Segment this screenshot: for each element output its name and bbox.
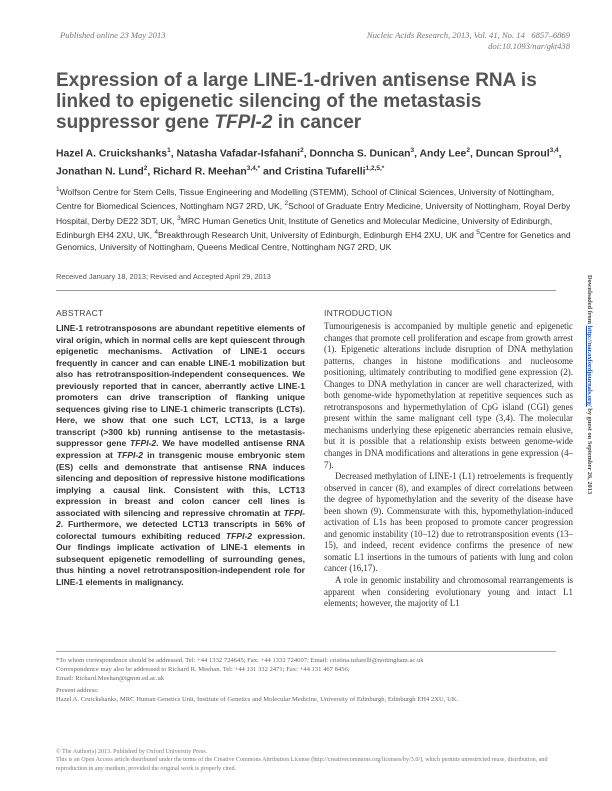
abstract-part: . Furthermore, we detected LCT13 transcripts in 56% of colorectal tumours exhibiting reduced	[56, 519, 305, 541]
affiliation-marker: 2	[284, 200, 289, 208]
download-watermark	[587, 275, 599, 591]
present-address-label: Present address:	[56, 687, 99, 695]
affiliation-marker: 3	[177, 214, 181, 222]
affiliation-text: MRC Human Genetics Unit, Institute of Genetics and Molecular Medicine, University of Edinburgh, Edinburgh EH4 2XU, UK,	[56, 215, 553, 241]
author-name: Hazel A. Cruickshanks	[56, 148, 168, 160]
header-divider	[56, 290, 556, 291]
abstract-gene: TFPI-2	[56, 507, 305, 530]
affiliation-marker: 5	[476, 229, 480, 237]
copyright-notice	[56, 748, 556, 773]
abstract-gene: TFPI-2	[130, 438, 157, 449]
author-name: Duncan Sproul	[475, 148, 550, 160]
abstract-part: in transgenic mouse embryonic stem (ES) cells and demonstrate that antisense RNA induces silencing and deposition of repressive histone modifications implying a causal link. Consistent with this, LCT13 expression in breast and colon cancer cell lines is associated with silencing and repressive chromatin at	[56, 450, 305, 518]
abstract-text	[56, 323, 305, 589]
affiliation-marker: 1	[56, 186, 60, 193]
intro-paragraph: Tumourigenesis is accompanied by multiple genetic and epigenetic changes that promote cell proliferation and escape from growth arrest (1). Epigenetic alterations include disruption of DNA methylation patterns, changes in histone modifications and nucleosome positioning, ultimately contributing to modified gene expression (2). Changes to DNA methylation in cancer are well characterized, with both genome-wide hypomethylation at repetitive sequences such as retrotransposons and hypermethylation of CpG island (CGI) genes present within the same malignant cell type (3,4). The molecular mechanisms underlying these epigenetic aberrancies remain elusive, but it is possible that a relationship exists between genome-wide changes in DNA modifications and alterations in gene expression (4–7).	[324, 321, 573, 470]
download-prefix: Downloaded from	[586, 275, 593, 326]
introduction-text	[324, 321, 573, 610]
author-separator: ,	[303, 148, 310, 160]
received-dates: Received January 18, 2013; Revised and Accepted April 29, 2013	[56, 272, 271, 281]
abstract-gene: TFPI-2	[225, 530, 253, 541]
abstract-heading: ABSTRACT	[56, 308, 104, 318]
article-title	[56, 70, 556, 133]
abstract-part: . We have modelled antisense RNA expression at	[56, 438, 306, 461]
author-affiliation-marker: 2	[466, 147, 470, 154]
intro-paragraph: A role in genomic instability and chromosomal rearrangements is apparent when considering evolutionary young and intact L1 elements; however, the majority of L1	[324, 575, 573, 609]
copyright-line: © The Author(s) 2013. Published by Oxford University Press.	[56, 749, 208, 755]
published-date: Published online 23 May 2013	[60, 30, 166, 40]
author-affiliation-marker: 1	[167, 147, 171, 154]
page-range: 6857–6869	[531, 30, 570, 40]
author-affiliation-marker: 3	[410, 147, 415, 154]
correspondence-note-secondary: Correspondence may also be addressed to Richard R. Meehan. Tel: +44 131 332 2471; Fax: +44 131 467 8456;	[56, 666, 350, 674]
abstract-gene: TFPI-2	[116, 450, 144, 461]
author-name: Jonathan N. Lund	[56, 166, 144, 178]
journal-name: Nucleic Acids Research, 2013, Vol. 41, No. 14	[366, 30, 525, 40]
author-affiliation-marker: 2	[143, 164, 148, 172]
affiliation-text: School of Graduate Entry Medicine, University of Nottingham, Royal Derby Hospital, Derby DE22 3DT, UK,	[56, 201, 571, 226]
intro-paragraph: Decreased methylation of LINE-1 (L1) retroelements is frequently observed in cancer (8), and examples of direct correlations between the degree of hypomethylation and the severity of the disease have been shown (9). Commensurate with this, hypomethylation-induced activation of L1s has been proposed to promote cancer progression and genomic instability (10–12) due to retrotransposition events (13–15), and indeed, recent evidence confirms the presence of new somatic L1 insertions in the tumours of patients with lung and colon cancer (16,17).	[324, 471, 573, 574]
affiliation-text: Breakthrough Research Unit, University of Edinburgh, Edinburgh EH4 2XU, UK and	[157, 230, 477, 241]
footnote-divider	[56, 651, 556, 652]
author-separator: ,	[558, 148, 562, 160]
author-separator: and	[260, 166, 285, 178]
title-main: Expression of a large LINE-1-driven antisense RNA is linked to epigenetic silencing of the metastasis suppressor gene	[56, 70, 537, 133]
author-name: Cristina Tufarelli	[284, 166, 366, 178]
author-affiliation-marker: 2	[300, 147, 304, 154]
affiliation-marker: 4	[154, 229, 158, 237]
correspondence-email: Email: Richard.Meehan@igmm.ed.ac.uk	[56, 675, 165, 683]
abstract-part: LINE-1 retrotransposons are abundant repetitive elements of viral origin, which in normal cells are kept quiescent through epigenetic mechanisms. Activation of LINE-1 occurs frequently in cancer and can enable LINE-1 mobilization but also has retrotransposition-independent consequences. We previously reported that in cancer, aberrantly active LINE-1 promoters can drive transcription of flanking unique sequences giving rise to LINE-1 chimeric transcripts (LCTs). Here, we show that one such LCT, LCT13, is a large transcript (>300 kb) running antisense to the metastasis-suppressor gene	[56, 323, 305, 449]
affiliation-text: Centre for Genetics and Genomics, University of Nottingham, Queens Medical Centre, Nottingham NG7 2RD, UK	[56, 230, 571, 252]
doi: doi:10.1093/nar/gkt438	[488, 41, 570, 51]
title-gene: TFPI-2	[214, 112, 273, 133]
download-suffix: by guest on September 26, 2013	[586, 406, 593, 495]
author-name: Richard R. Meehan	[153, 166, 247, 178]
license-text: This is an Open Access article distributed under the terms of the Creative Commons Attribution License (http://creativecommons.org/licenses/by/3.0/), which permits unrestricted reuse, distribution, and reproduction in any medium, provided the original work is properly cited.	[56, 757, 548, 772]
author-separator: ,	[170, 148, 177, 160]
author-name: Natasha Vafadar-Isfahani	[176, 148, 301, 160]
author-separator: ,	[147, 166, 154, 178]
abstract-part: expression. Our findings implicate activation of LINE-1 elements in subsequent epigenetic remodelling of surrounding genes, thus hinting a novel retrotransposition-independent role for LINE-1 elements in malignancy.	[56, 530, 305, 588]
author-affiliation-marker: 3,4,*	[246, 164, 261, 172]
present-address: Hazel A. Cruickshanks, MRC Human Genetics Unit, Institute of Genetics and Molecular Medicine, University of Edinburgh, Edinburgh EH4 2XU, UK.	[56, 696, 459, 704]
footnotes	[56, 656, 556, 704]
affiliation-text: Wolfson Centre for Stem Cells, Tissue Engineering and Modelling (STEMM), School of Clinical Sciences, University of Nottingham, Centre for Biomedical Sciences, Nottingham NG7 2RD, UK,	[56, 186, 554, 212]
author-affiliation-marker: 3,4	[549, 147, 559, 154]
author-separator: ,	[414, 148, 420, 160]
correspondence-note: *To whom correspondence should be addressed. Tel: +44 1332 724645; Fax: +44 1332 724697; Email: cristina.tufarelli@nottingham.ac.uk	[56, 657, 424, 664]
affiliations	[56, 184, 576, 253]
download-note	[586, 275, 593, 494]
introduction-heading: INTRODUCTION	[324, 308, 393, 318]
author-separator: ,	[469, 148, 476, 160]
journal-citation	[316, 30, 570, 52]
title-tail: in cancer	[272, 112, 362, 133]
author-affiliation-marker: 1,2,5,*	[365, 164, 385, 172]
download-link[interactable]: http://nar.oxfordjournals.org/	[586, 325, 593, 407]
author-list	[56, 144, 576, 180]
author-name: Donncha S. Dunican	[309, 148, 411, 160]
author-name: Andy Lee	[419, 148, 467, 160]
